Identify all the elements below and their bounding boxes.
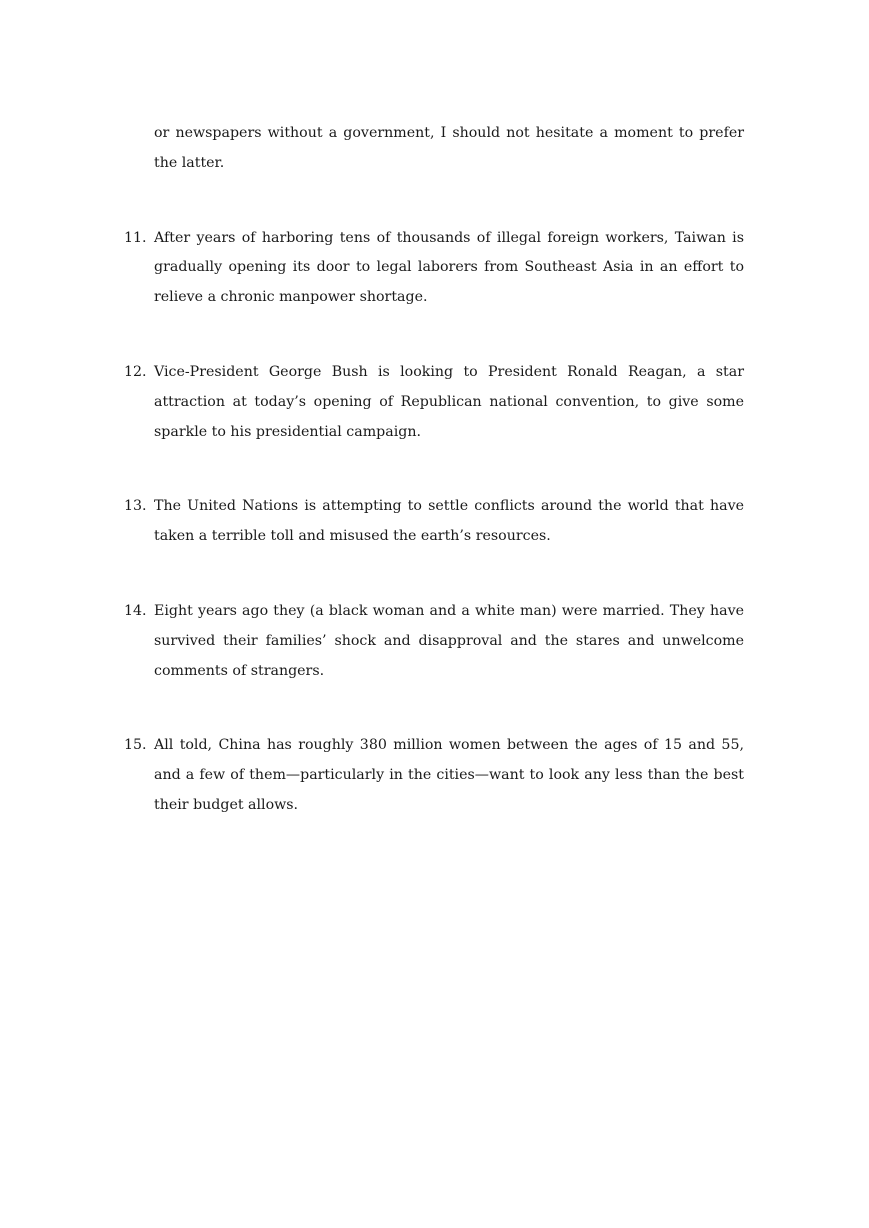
list-item-15 (124, 731, 744, 820)
list-item-13 (124, 492, 744, 552)
item-number: 12. (124, 363, 147, 380)
list-item-12 (124, 358, 744, 447)
item-number: 11. (124, 229, 147, 246)
list-item-11 (124, 224, 744, 313)
list-item-14 (124, 597, 744, 686)
item-text: After years of harboring tens of thousands of illegal foreign workers, Taiwan is gradually opening its door to legal laborers from Southeast Asia in an effort to relieve a chronic manpower shortage. (154, 229, 744, 306)
item-text: Vice-President George Bush is looking to President Ronald Reagan, a star attraction at today’s opening of Republican national convention, to give some sparkle to his presidential campaign. (154, 363, 744, 440)
item-text: Eight years ago they (a black woman and a white man) were married. They have survived their families’ shock and disapproval and the stares and unwelcome comments of strangers. (154, 602, 744, 679)
item-number: 14. (124, 602, 147, 619)
item-text: The United Nations is attempting to settle conflicts around the world that have taken a terrible toll and misused the earth’s resources. (154, 498, 744, 545)
item-number: 13. (124, 498, 147, 515)
item-number: 15. (124, 737, 147, 754)
document-body (124, 119, 744, 821)
continuation-paragraph: or newspapers without a government, I should not hesitate a moment to prefer the latter. (154, 125, 744, 171)
item-text: All told, China has roughly 380 million women between the ages of 15 and 55, and a few of them—particularly in the cities—want to look any less than the best their budget allows. (154, 737, 744, 813)
